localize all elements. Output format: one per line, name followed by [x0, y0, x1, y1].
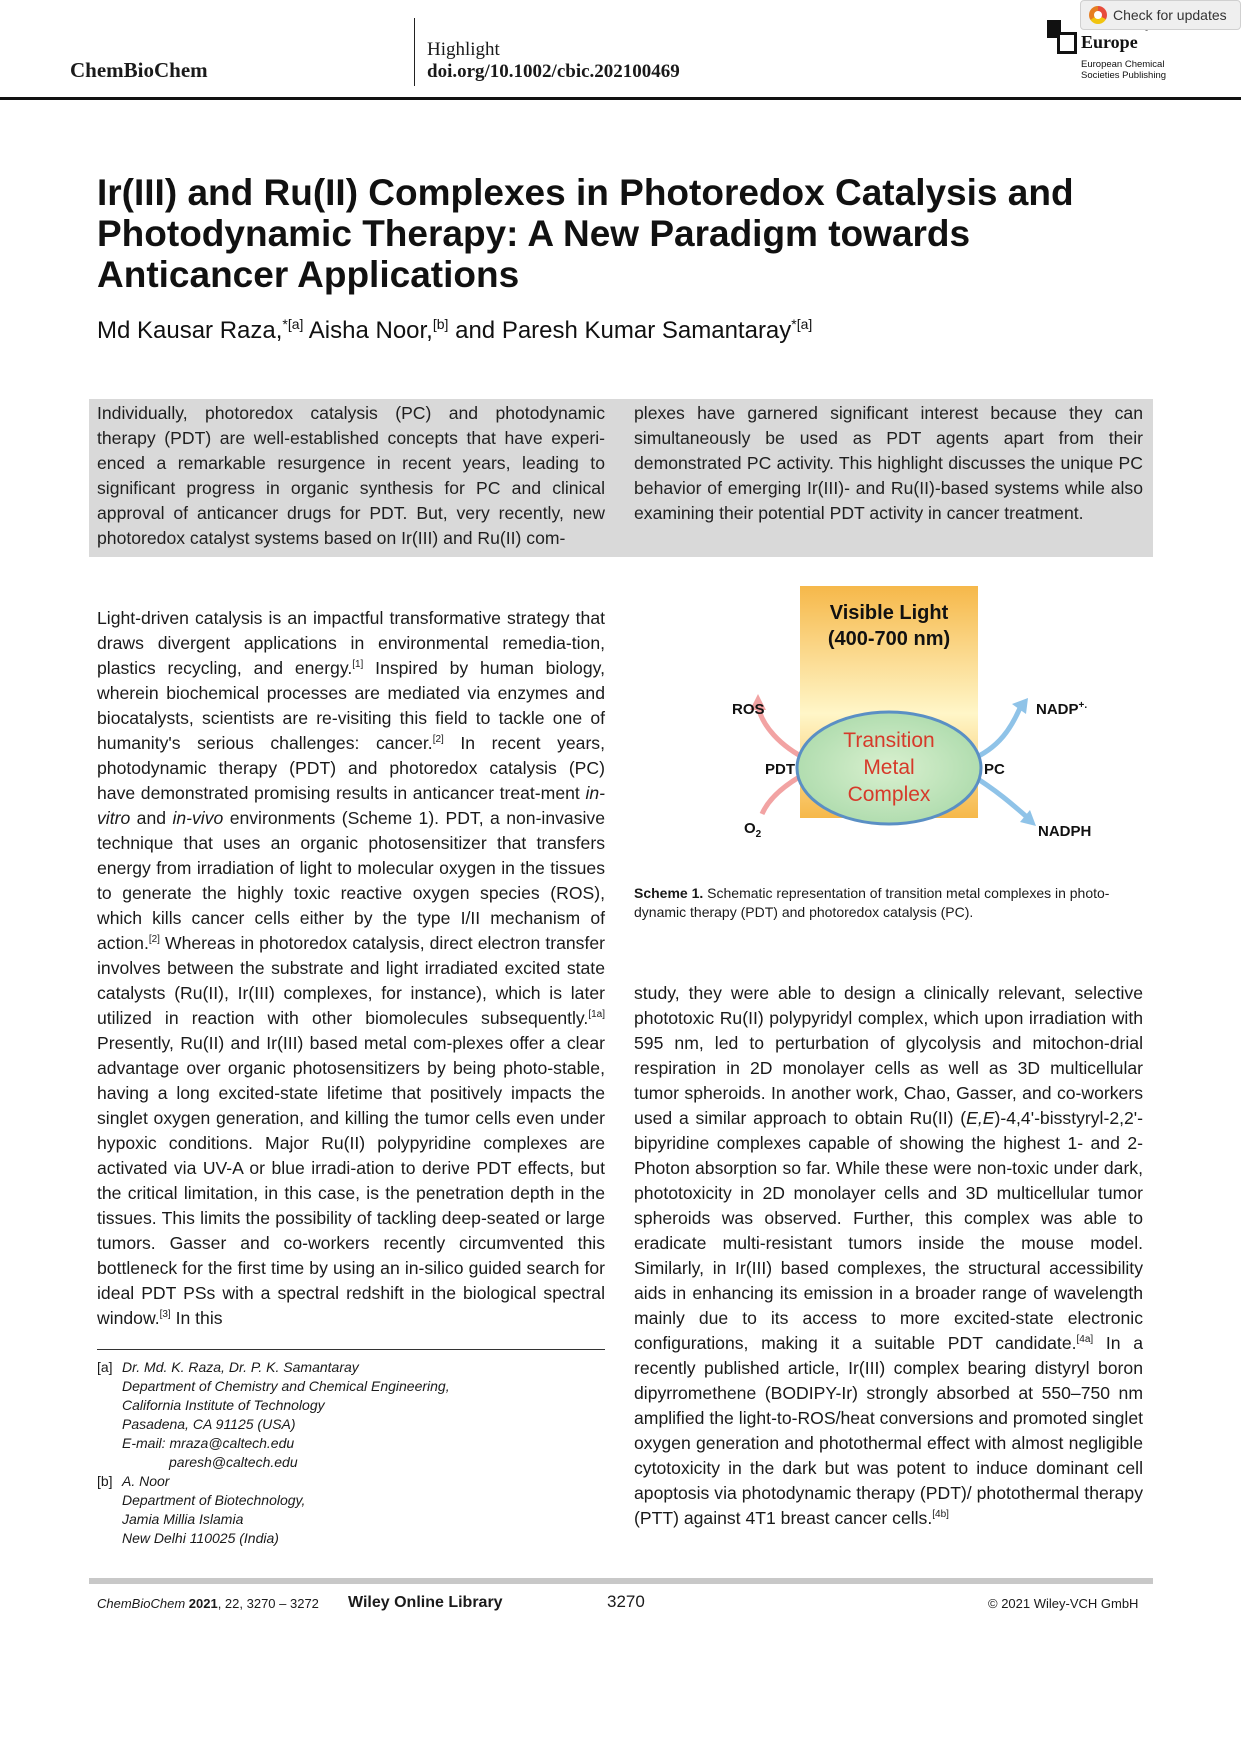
article-title: Ir(III) and Ru(II) Complexes in Photoredox Catalysis and Photodynamic Therapy: A New Paradigm towards Anticancer Applications	[97, 172, 1074, 295]
doi-link[interactable]: doi.org/10.1002/cbic.202100469	[427, 61, 680, 82]
author-mark: *[a]	[791, 316, 813, 332]
author-name: Aisha Noor,	[303, 317, 433, 344]
footnote-b-line: Department of Biotechnology,	[122, 1492, 306, 1508]
caption-label: Scheme 1.	[634, 885, 704, 901]
wiley-online-library-link[interactable]: Wiley Online Library	[348, 1594, 503, 1611]
abstract-column-1: Individually, photoredox catalysis (PC) and photodynamic therapy (PDT) are well-established concepts that have experi-enced a remarkable resurgence in recent years, leading to significant progress in organic synthesis for PC and clinical approval of anticancer drugs for PDT. But, very recently, new photoredox catalyst systems based on Ir(III) and Ru(II) com-	[97, 403, 605, 548]
scheme-1-figure	[700, 586, 1140, 866]
check-for-updates-label: Check for updates	[1113, 7, 1227, 23]
italic-term: in-vitro	[97, 783, 605, 828]
nadp-label: NADP+.	[1036, 700, 1088, 718]
complex-label-1: Transition	[843, 729, 935, 752]
complex-label-2: Metal	[863, 756, 915, 779]
body-text: In this	[170, 1308, 223, 1328]
author-name: and Paresh Kumar Samantaray	[448, 317, 792, 344]
scheme-caption	[634, 884, 1143, 922]
reference-marker[interactable]: [1a]	[588, 1009, 605, 1021]
footnote-b-line: New Delhi 110025 (India)	[122, 1530, 279, 1546]
light-label-1: Visible Light	[829, 602, 949, 624]
body-text: environments (Scheme 1). PDT, a non-invasive technique that uses an organic photosensitizer that transfers energy from irradiation of light to molecular oxygen in the tissues to generate the highly toxic reactive oxygen species (ROS), which kills cancer cells either by the type I/II mechanism of action.	[97, 808, 605, 953]
footer-rule	[89, 1578, 1153, 1584]
reference-marker[interactable]: [4a]	[1076, 1334, 1094, 1346]
footnote-rule	[97, 1349, 605, 1350]
body-text: )-4,4'-bisstyryl-2,2'-bipyridine complexes capable of showing the highest 1- and 2-Photon absorption so far. While these were non-toxic under dark, phototoxicity in 2D monolayer cells and 3D multicellular tumor spheroids was observed. Further, this complex was able to eradicate multi-resistant tumors inside the mouse model. Similarly, in Ir(III) based complexes, the structural accessibility aids in enhancing its emission in a broader range of wavelength mainly due to its access to more excited-state electronic configurations, making it a suitable PDT candidate.	[634, 1108, 1143, 1353]
footer-citation-year: 2021	[188, 1596, 218, 1611]
light-label-2: (400-700 nm)	[827, 628, 951, 650]
author-mark: [b]	[432, 316, 449, 332]
journal-name: ChemBioChem	[70, 58, 208, 82]
pdt-label: PDT	[765, 761, 795, 778]
reference-marker[interactable]: [2]	[148, 934, 160, 946]
reference-marker[interactable]: [2]	[432, 734, 444, 746]
footnote-a-line: Pasadena, CA 91125 (USA)	[122, 1416, 296, 1432]
body-text: Light-driven catalysis is an impactful transformative strategy that draws divergent applications in environmental remedia-tion, plastics recycling, and energy.	[97, 608, 605, 678]
body-text: Presently, Ru(II) and Ir(III) based metal com-plexes offer a clear advantage over organic photosensitizers by being photo-stable, having a long excited-state lifetime that positively impacts the singlet oxygen generation, and killing the tumor cells even under hypoxic conditions. Major Ru(II) polypyridine complexes are activated via UV-A or blue irradi-ation to derive PDT effects, but the critical limitation, in this case, is the penetration depth in the tissues. This limits the possibility of tackling deep-seated or large tumors. Gasser and co-workers recently circumvented this bottleneck for the first time by using an in-silico guided search for ideal PDT PSs with a spectral redshift in the biological spectral window.	[97, 1033, 605, 1328]
footer-citation-rest: , 22, 3270 – 3272	[217, 1596, 319, 1611]
footnote-b-line: Jamia Millia Islamia	[122, 1511, 244, 1527]
footnote-a-line: California Institute of Technology	[122, 1397, 325, 1413]
footnote-a-line: Department of Chemistry and Chemical Engineering,	[122, 1378, 450, 1394]
header-rule	[0, 97, 1241, 100]
ros-label: ROS	[732, 701, 765, 718]
footnote-a-tag: [a]	[97, 1359, 113, 1375]
footnote-email[interactable]: E-mail: mraza@caltech.edu	[122, 1435, 295, 1451]
pc-label: PC	[984, 761, 1005, 778]
body-column-1	[97, 606, 605, 1331]
caption-text: Schematic representation of transition metal complexes in photo-dynamic therapy (PDT) and photoredox catalysis (PC).	[634, 885, 1110, 920]
italic-term: E,E	[966, 1108, 995, 1128]
check-for-updates-button[interactable]	[1080, 0, 1241, 30]
reference-marker[interactable]: [4b]	[932, 1509, 949, 1521]
author-list	[97, 316, 812, 345]
copyright: © 2021 Wiley-VCH GmbH	[988, 1596, 1139, 1611]
body-text: Inspired by human biology, wherein biochemical processes are mediated via enzymes and biocatalysts, scientists are re-visiting this field to tackle one of humanity's serious challenges: cancer.	[97, 658, 605, 753]
logo-name: Europe	[1081, 32, 1138, 52]
header-divider	[414, 18, 415, 86]
footnote-a-line: Dr. Md. K. Raza, Dr. P. K. Samantaray	[122, 1359, 359, 1375]
body-text: In a recently published article, Ir(III) complex bearing distyryl boron dipyrromethene (BODIPY-Ir) strongly absorbed at 550–750 nm amplified the light-to-ROS/heat conversions and promoted singlet oxygen generation and photothermal effect with almost negligible cytotoxicity in the dark but was potent to induce dominant cell apoptosis via photodynamic therapy (PDT)/ photothermal therapy (PTT) against 4T1 breast cancer cells.	[634, 1333, 1143, 1528]
body-text: In recent years, photodynamic therapy (PDT) and photoredox catalysis (PC) have demonstrated promising results in anticancer treat-ment	[97, 733, 605, 803]
italic-term: in-vivo	[172, 808, 224, 828]
logo-subtitle-2: Societies Publishing	[1081, 70, 1167, 81]
logo-subtitle-1: European Chemical	[1081, 59, 1165, 70]
crossmark-icon	[1089, 6, 1107, 24]
chemistry-europe-logo-mark	[1047, 20, 1077, 54]
nadph-label: NADPH	[1038, 823, 1092, 840]
body-text: Whereas in photoredox catalysis, direct electron transfer involves between the substrate and light irradiated excited state catalysts (Ru(II), Ir(III) complexes, for instance), which is later utilized in reaction with other biomolecules subsequently.	[97, 933, 605, 1028]
reference-marker[interactable]: [3]	[159, 1309, 171, 1321]
footnote-b-tag: [b]	[97, 1473, 113, 1489]
footer-citation-journal: ChemBioChem	[97, 1596, 186, 1611]
complex-label-3: Complex	[847, 783, 931, 806]
page-number: 3270	[607, 1592, 645, 1611]
body-text: study, they were able to design a clinically relevant, selective phototoxic Ru(II) polypyridyl complex, which upon irradiation with 595 nm, led to perturbation of glycolysis and mitochon-drial respiration in 2D monolayer cells as well as 3D multicellular tumor spheroids. In another work, Chao, Gasser, and co-workers used a similar approach to obtain Ru(II) (	[634, 983, 1143, 1128]
footnote-email[interactable]: paresh@caltech.edu	[169, 1454, 298, 1470]
o2-label: $O_2$	[744, 820, 762, 840]
abstract-column-2: plexes have garnered significant interest because they can simultaneously be used as PDT agents apart from their demonstrated PC activity. This highlight discusses the unique PC behavior of emerging Ir(III)- and Ru(II)-based systems while also examining their potential PDT activity in cancer treatment.	[634, 403, 1143, 523]
body-column-2	[634, 981, 1143, 1531]
author-mark: *[a]	[282, 316, 304, 332]
reference-marker[interactable]: [1]	[352, 659, 364, 671]
author-name: Md Kausar Raza,	[97, 317, 283, 344]
footnote-b-line: A. Noor	[122, 1473, 170, 1489]
article-section: Highlight	[427, 39, 500, 60]
body-text: and	[130, 808, 173, 828]
footer-citation	[97, 1596, 319, 1611]
